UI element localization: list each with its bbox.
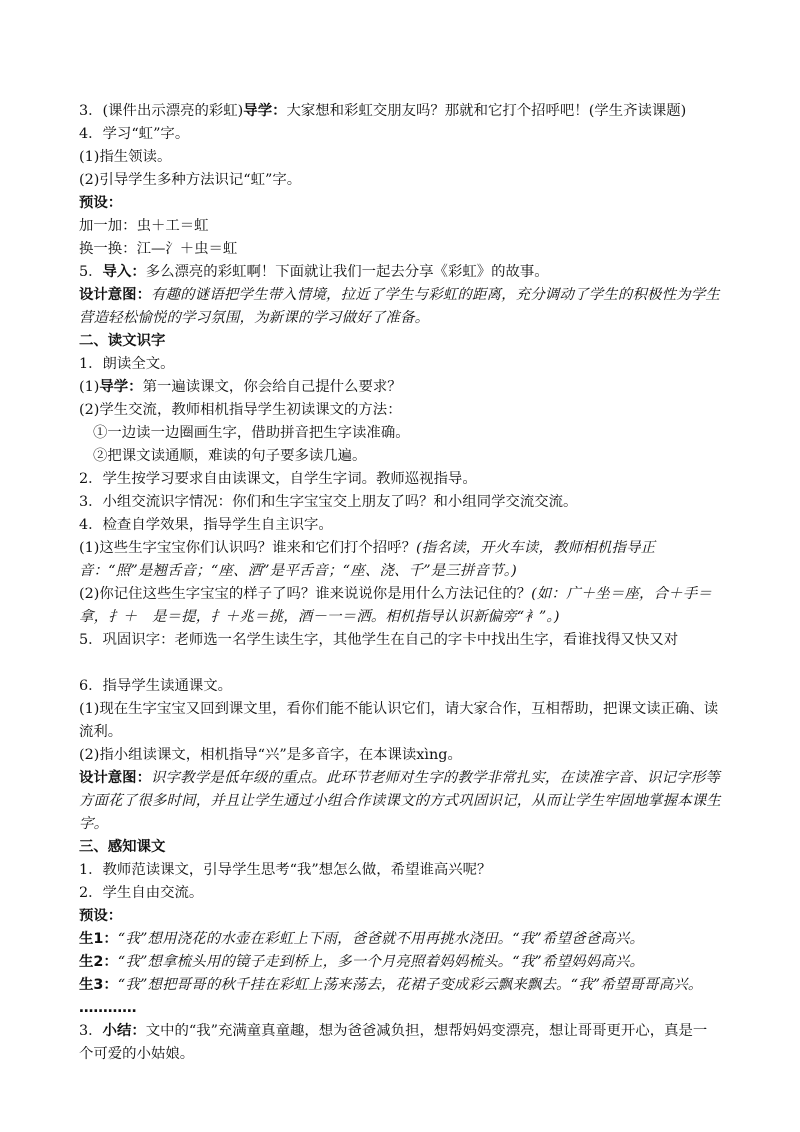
- paragraph-design-intent-1: 设计意图：有趣的谜语把学生带入情境，拉近了学生与彩虹的距离，充分调动了学生的积极性为学生营造轻松愉悦的学习氛围，为新课的学习做好了准备。: [79, 287, 721, 326]
- paragraph-step6-1: (1)现在生字宝宝又回到课文里，看你们能不能认识它们，请大家合作，互相帮助，把课文读正确、读流利。: [79, 701, 719, 740]
- list-item-circle: ①一边读一边圈画生字，借助拼音把生字读准确。: [93, 425, 410, 441]
- paragraph-guide-1: (1)导学：第一遍读课文，你会给自己提什么要求？: [79, 379, 402, 395]
- label-guide: 导学：: [243, 103, 287, 119]
- label-preset: 预设：: [79, 195, 123, 211]
- paragraph-step5: 5．导入：多么漂亮的彩虹啊！下面就让我们一起去分享《彩虹》的故事。: [79, 264, 549, 280]
- label-intro: 导入：: [102, 264, 146, 280]
- document-body: [79, 100, 721, 1066]
- section-heading-3: 三、感知课文: [79, 839, 166, 855]
- paragraph-step4-2: (2)引导学生多种方法识记“虹”字。: [79, 172, 302, 188]
- paragraph-greet: (1)这些生字宝宝你们认识吗？谁来和它们打个招呼？(指名读，开火车读，教师相机指导正音：“照”是翘舌音；“座、洒”是平舌音；“座、浇、千”是三拼音节。): [79, 540, 656, 579]
- paragraph-check: 4．检查自学效果，指导学生自主识字。: [79, 517, 333, 533]
- paragraph-step4-1: (1)指生领读。: [79, 149, 172, 165]
- paragraph-step3: 3．(课件出示漂亮的彩虹)导学：大家想和彩虹交朋友吗？那就和它打个招呼吧！(学生齐读课题): [79, 103, 687, 119]
- paragraph-read-all: 1．朗读全文。: [79, 356, 175, 372]
- label-summary: 小结：: [102, 1023, 146, 1039]
- paragraph-step6-2: (2)指小组读课文，相机指导“兴”是多音字，在本课读xìng。: [79, 747, 462, 763]
- label-preset-2: 预设：: [79, 908, 123, 924]
- list-item-fluent: ②把课文读通顺，难读的句子要多读几遍。: [93, 448, 367, 464]
- paragraph-student-3: 生3：“我”想把哥哥的秋千挂在彩虹上荡来荡去，花裙子变成彩云飘来飘去。“我”希望哥哥高兴。: [79, 977, 703, 993]
- paragraph-swap: 换一换：江—氵＋虫＝虹: [79, 241, 238, 257]
- ellipsis-line: …………: [79, 1000, 137, 1016]
- paragraph-summary: 3．小结：文中的“我”充满童真童趣，想为爸爸减负担，想帮妈妈变漂亮，想让哥哥更开心，真是一个可爱的小姑娘。: [79, 1023, 708, 1062]
- paragraph-consolidate: 5．巩固识字：老师选一名学生读生字，其他学生在自己的字卡中找出生字，看谁找得又快又对: [79, 632, 679, 648]
- paragraph-student-2: 生2：“我”想拿梳头用的镜子走到桥上，多一个月亮照着妈妈梳头。“我”希望妈妈高兴。: [79, 954, 645, 970]
- paragraph-remember: (2)你记住这些生字宝宝的样子了吗？谁来说说你是用什么方法记住的？(如：广＋坐＝座，合＋手＝拿，扌＋ 是＝提，扌＋兆＝挑，酒－一＝洒。相机指导认识新偏旁“衤”。): [79, 586, 713, 625]
- paragraph-free-talk: 2．学生自由交流。: [79, 885, 204, 901]
- section-heading-2: 二、读文识字: [79, 333, 166, 349]
- paragraph-group: 3．小组交流识字情况：你们和生字宝宝交上朋友了吗？和小组同学交流交流。: [79, 494, 578, 510]
- label-design-intent-2: 设计意图：: [79, 770, 151, 786]
- paragraph-exchange: (2)学生交流，教师相机指导学生初读课文的方法：: [79, 402, 402, 418]
- paragraph-step6: 6．指导学生读通课文。: [79, 678, 233, 694]
- paragraph-model-read: 1．教师范读课文，引导学生思考“我”想怎么做，希望谁高兴呢？: [79, 862, 492, 878]
- paragraph-student-1: 生1：“我”想用浇花的水壶在彩虹上下雨，爸爸就不用再挑水浇田。“我”希望爸爸高兴。: [79, 931, 645, 947]
- paragraph-add: 加一加：虫＋工＝虹: [79, 218, 209, 234]
- paragraph-step4: 4．学习“虹”字。: [79, 126, 190, 142]
- blank-line: [79, 652, 721, 675]
- label-design-intent: 设计意图：: [79, 287, 151, 303]
- paragraph-design-intent-2: 设计意图：识字教学是低年级的重点。此环节老师对生字的教学非常扎实，在读准字音、识记字形等方面花了很多时间，并且让学生通过小组合作读课文的方式巩固识记，从而让学生牢固地掌握本课生字。: [79, 770, 721, 832]
- paragraph-self-read: 2．学生按学习要求自由读课文，自学生字词。教师巡视指导。: [79, 471, 477, 487]
- label-guide-2: 导学：: [99, 379, 143, 395]
